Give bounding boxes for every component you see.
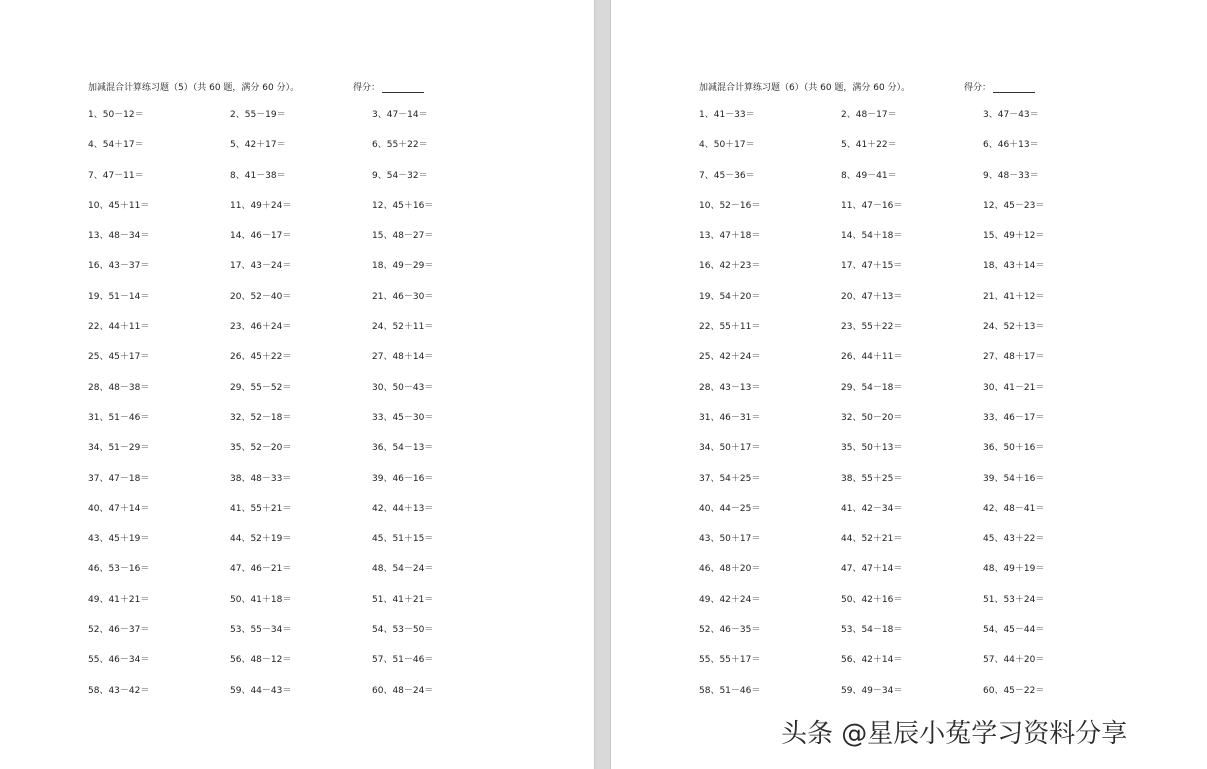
problem-item: 24、52＋11＝ [372,322,434,333]
worksheet-title: 加减混合计算练习题（6）（共 60 题，满分 60 分）。 [699,83,911,93]
problem-item: 54、53－50＝ [372,625,434,636]
problem-item: 10、52－16＝ [699,200,761,211]
problem-item: 16、43－37＝ [88,261,150,272]
problem-item: 12、45－23＝ [983,200,1045,211]
problem-item: 28、48－38＝ [88,382,150,393]
problem-item: 2、48－17＝ [841,110,897,120]
problem-item: 50、41＋18＝ [230,594,292,605]
problem-item: 44、52＋19＝ [230,534,292,545]
problem-grid [88,107,514,713]
problem-item: 49、42＋24＝ [699,594,761,605]
problem-item: 34、51－29＝ [88,443,150,454]
problem-item: 11、47－16＝ [841,200,903,211]
problem-item: 34、50＋17＝ [699,443,761,454]
worksheet-page-6 [611,0,1207,769]
problem-item: 32、52－18＝ [230,412,292,423]
problem-item: 60、45－22＝ [983,685,1045,696]
problem-item: 41、42－34＝ [841,503,903,514]
problem-item: 9、54－32＝ [372,170,428,181]
problem-item: 11、49＋24＝ [230,200,292,211]
problem-item: 18、49－29＝ [372,261,434,272]
problem-item: 20、52－40＝ [230,291,292,302]
problem-item: 35、52－20＝ [230,443,292,454]
problem-item: 7、47－11＝ [88,170,144,181]
watermark-text: 头条 @星辰小菟学习资料分享 [781,719,1128,749]
problem-item: 43、50＋17＝ [699,534,761,545]
problem-item: 25、45＋17＝ [88,352,150,363]
problem-item: 17、47＋15＝ [841,261,903,272]
problem-item: 47、47＋14＝ [841,564,903,575]
problem-item: 31、51－46＝ [88,412,150,423]
problem-item: 33、45－30＝ [372,412,434,423]
score-label: 得分： [353,83,381,93]
problem-item: 57、51－46＝ [372,655,434,666]
worksheet-page-5 [0,0,594,769]
problem-item: 55、55＋17＝ [699,655,761,666]
problem-item: 40、44－25＝ [699,503,761,514]
problem-item: 56、42＋14＝ [841,655,903,666]
problem-item: 22、55＋11＝ [699,322,761,333]
problem-item: 53、55－34＝ [230,625,292,636]
problem-item: 30、41－21＝ [983,382,1045,393]
problem-item: 56、48－12＝ [230,655,292,666]
problem-item: 29、54－18＝ [841,382,903,393]
problem-item: 9、48－33＝ [983,170,1039,181]
problem-item: 38、55＋25＝ [841,473,903,484]
problem-item: 5、42＋17＝ [230,140,286,151]
problem-item: 18、43＋14＝ [983,261,1045,272]
problem-item: 3、47－14＝ [372,110,428,120]
problem-item: 26、44＋11＝ [841,352,903,363]
problem-item: 46、53－16＝ [88,564,150,575]
problem-item: 36、50＋16＝ [983,443,1045,454]
problem-item: 6、46＋13＝ [983,140,1039,151]
problem-item: 53、54－18＝ [841,625,903,636]
problem-item: 41、55＋21＝ [230,503,292,514]
problem-item: 26、45＋22＝ [230,352,292,363]
problem-item: 4、54＋17＝ [88,140,144,151]
problem-item: 39、46－16＝ [372,473,434,484]
problem-item: 13、47＋18＝ [699,231,761,242]
problem-item: 30、50－43＝ [372,382,434,393]
problem-item: 6、55＋22＝ [372,140,428,151]
problem-item: 36、54－13＝ [372,443,434,454]
problem-item: 8、41－38＝ [230,170,286,181]
problem-item: 48、54－24＝ [372,564,434,575]
problem-item: 31、46－31＝ [699,412,761,423]
problem-item: 16、42＋23＝ [699,261,761,272]
problem-item: 1、50－12＝ [88,110,144,120]
problem-item: 15、48－27＝ [372,231,434,242]
problem-item: 46、48＋20＝ [699,564,761,575]
score-blank [382,83,424,93]
problem-item: 4、50＋17＝ [699,140,755,151]
problem-item: 59、44－43＝ [230,685,292,696]
problem-item: 43、45＋19＝ [88,534,150,545]
problem-item: 48、49＋19＝ [983,564,1045,575]
problem-item: 52、46－37＝ [88,625,150,636]
problem-item: 8、49－41＝ [841,170,897,181]
problem-item: 52、46－35＝ [699,625,761,636]
problem-item: 12、45＋16＝ [372,200,434,211]
problem-item: 10、45＋11＝ [88,200,150,211]
problem-item: 45、43＋22＝ [983,534,1045,545]
problem-item: 39、54＋16＝ [983,473,1045,484]
problem-item: 7、45－36＝ [699,170,755,181]
problem-item: 42、48－41＝ [983,503,1045,514]
problem-item: 14、46－17＝ [230,231,292,242]
score-field [964,80,1035,93]
problem-item: 54、45－44＝ [983,625,1045,636]
problem-item: 40、47＋14＝ [88,503,150,514]
problem-item: 51、53＋24＝ [983,594,1045,605]
problem-item: 15、49＋12＝ [983,231,1045,242]
problem-item: 47、46－21＝ [230,564,292,575]
problem-item: 38、48－33＝ [230,473,292,484]
problem-item: 58、51－46＝ [699,685,761,696]
problem-item: 13、48－34＝ [88,231,150,242]
page-separator [594,0,611,769]
problem-item: 44、52＋21＝ [841,534,903,545]
problem-item: 42、44＋13＝ [372,503,434,514]
problem-item: 25、42＋24＝ [699,352,761,363]
problem-item: 58、43－42＝ [88,685,150,696]
problem-item: 60、48－24＝ [372,685,434,696]
problem-item: 33、46－17＝ [983,412,1045,423]
problem-item: 19、51－14＝ [88,291,150,302]
problem-item: 23、46＋24＝ [230,322,292,333]
problem-item: 21、41＋12＝ [983,291,1045,302]
problem-item: 37、47－18＝ [88,473,150,484]
problem-item: 57、44＋20＝ [983,655,1045,666]
problem-item: 32、50－20＝ [841,412,903,423]
problem-item: 59、49－34＝ [841,685,903,696]
problem-item: 20、47＋13＝ [841,291,903,302]
problem-item: 22、44＋11＝ [88,322,150,333]
problem-item: 28、43－13＝ [699,382,761,393]
problem-item: 37、54＋25＝ [699,473,761,484]
problem-item: 27、48＋17＝ [983,352,1045,363]
problem-item: 49、41＋21＝ [88,594,150,605]
problem-grid [699,107,1125,713]
problem-item: 29、55－52＝ [230,382,292,393]
problem-item: 5、41＋22＝ [841,140,897,151]
problem-item: 45、51＋15＝ [372,534,434,545]
score-field [353,80,424,93]
worksheet-title: 加减混合计算练习题（5）（共 60 题，满分 60 分）。 [88,83,300,93]
problem-item: 27、48＋14＝ [372,352,434,363]
problem-item: 3、47－43＝ [983,110,1039,120]
problem-item: 24、52＋13＝ [983,322,1045,333]
problem-item: 21、46－30＝ [372,291,434,302]
problem-item: 51、41＋21＝ [372,594,434,605]
problem-item: 14、54＋18＝ [841,231,903,242]
problem-item: 1、41－33＝ [699,110,755,120]
score-label: 得分： [964,83,992,93]
score-blank [993,83,1035,93]
problem-item: 2、55－19＝ [230,110,286,120]
problem-item: 19、54＋20＝ [699,291,761,302]
problem-item: 35、50＋13＝ [841,443,903,454]
problem-item: 23、55＋22＝ [841,322,903,333]
problem-item: 50、42＋16＝ [841,594,903,605]
problem-item: 55、46－34＝ [88,655,150,666]
problem-item: 17、43－24＝ [230,261,292,272]
